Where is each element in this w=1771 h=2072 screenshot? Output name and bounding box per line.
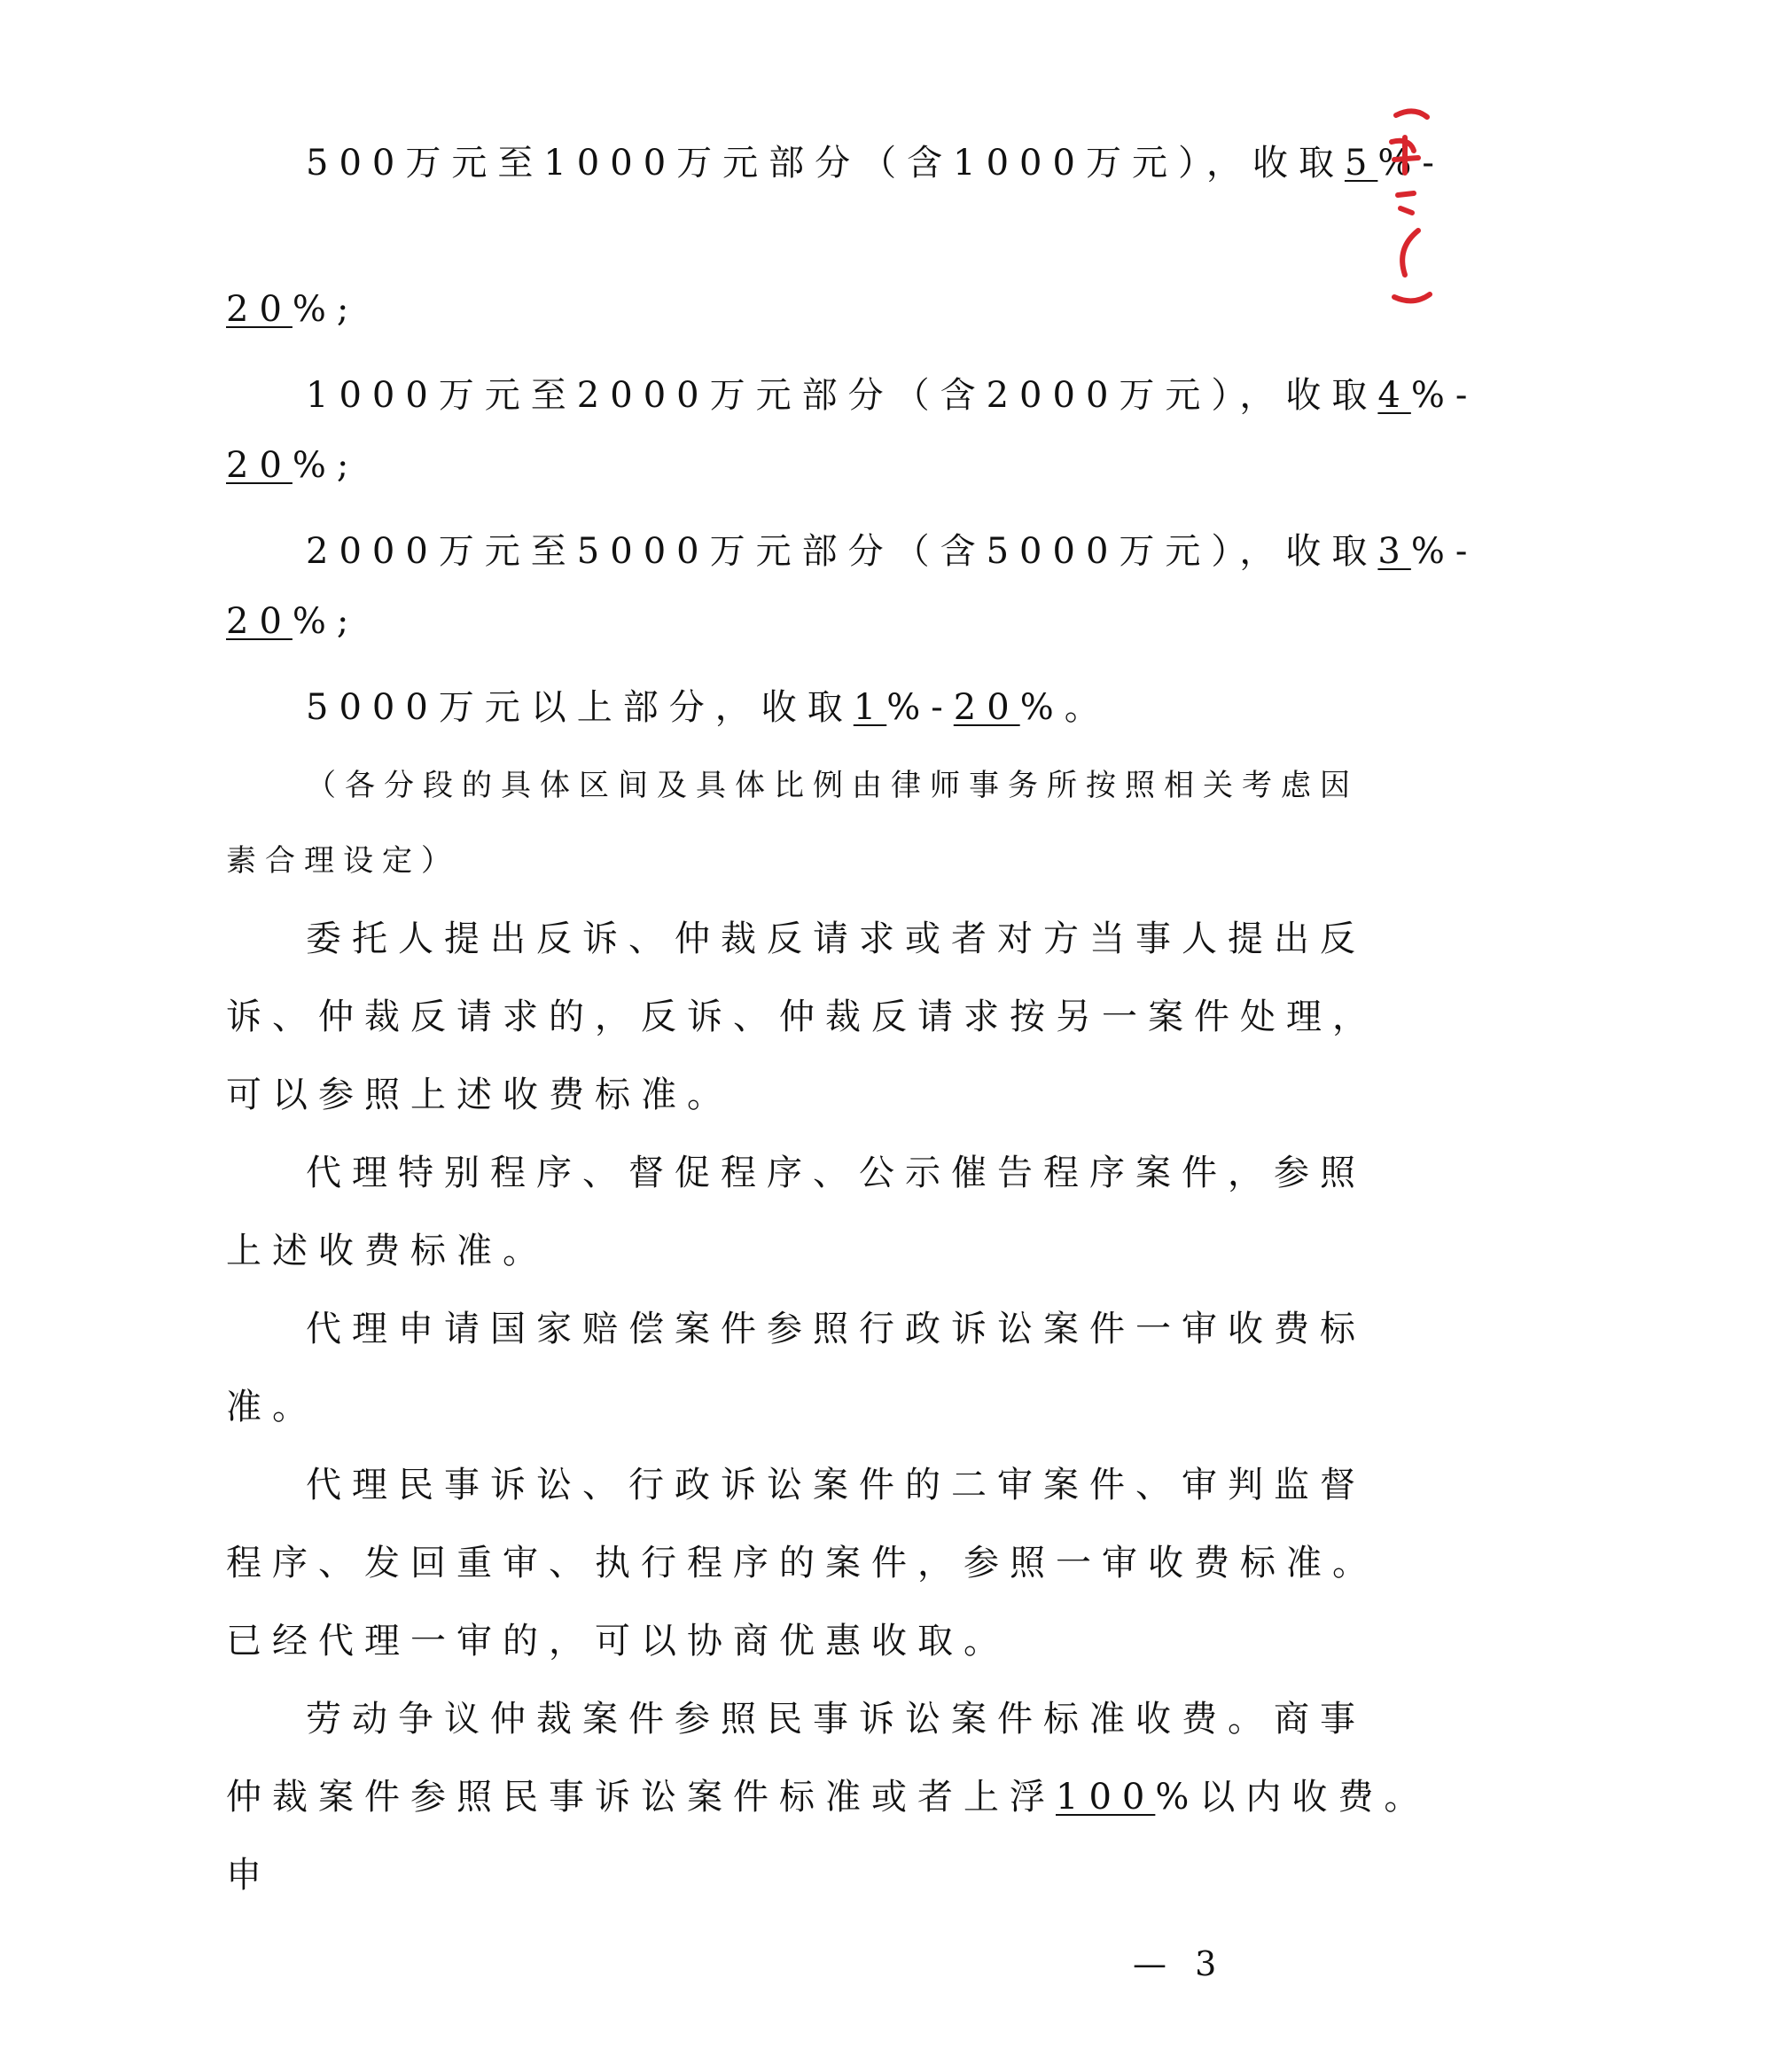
note-line: （各分段的具体区间及具体比例由律师事务所按照相关考虑因 [306, 768, 1359, 803]
text-segment: %以内收费。 [1155, 1777, 1431, 1818]
text-segment: 1000万元至2000万元部分（含2000万元），收取 [306, 375, 1378, 416]
text-line: 准。 [226, 1387, 318, 1427]
text-segment: %; [292, 445, 360, 486]
underlined-value: 20 [226, 289, 293, 330]
seal-stroke [1402, 231, 1418, 275]
text-line [0, 523, 1771, 574]
text-line: 代理民事诉讼、行政诉讼案件的二审案件、审判监督 [306, 1465, 1366, 1505]
text-line: 程序、发回重审、执行程序的案件，参照一审收费标准。 [226, 1543, 1378, 1583]
text-line [0, 1769, 1691, 1819]
text-segment: 500万元至1000万元部分（含1000万元），收取 [306, 143, 1345, 184]
underlined-value: 20 [953, 687, 1020, 728]
note-line: 素合理设定） [226, 843, 460, 879]
text-line [0, 445, 1691, 486]
seal-stroke [1398, 193, 1414, 213]
text-line: 诉、仲裁反请求的，反诉、仲裁反请求按另一案件处理， [226, 997, 1378, 1037]
text-line [0, 679, 1771, 730]
underlined-value: 4 [1377, 375, 1411, 416]
text-segment: 5000万元以上部分，收取 [306, 687, 854, 728]
text-line [0, 135, 1771, 185]
text-segment: 2000万元至5000万元部分（含5000万元），收取 [306, 531, 1378, 572]
underlined-value: 5 [1344, 143, 1378, 184]
text-line: 已经代理一审的，可以协商优惠收取。 [226, 1621, 1010, 1662]
seal-stroke [1392, 137, 1418, 173]
text-line: 申 [226, 1855, 272, 1896]
underlined-value: 20 [226, 601, 293, 642]
text-line [0, 601, 1691, 642]
underlined-value: 20 [226, 445, 293, 486]
underlined-value: 1 [853, 687, 887, 728]
text-line: 劳动争议仲裁案件参照民事诉讼案件标准收费。商事 [306, 1699, 1366, 1740]
text-line: 委托人提出反诉、仲裁反请求或者对方当事人提出反 [306, 919, 1366, 959]
text-segment: %; [292, 601, 360, 642]
seal-stroke [1396, 111, 1427, 117]
text-line [0, 367, 1771, 418]
text-line: 上述收费标准。 [226, 1231, 549, 1271]
text-segment: %; [292, 289, 360, 330]
page-number: — 3 [1133, 1944, 1226, 1983]
text-segment: %。 [1019, 687, 1111, 728]
underlined-value: 100 [1056, 1777, 1156, 1818]
text-segment: %- [1410, 531, 1478, 572]
text-segment: %- [1377, 143, 1445, 184]
text-line: 可以参照上述收费标准。 [226, 1075, 733, 1115]
underlined-value: 3 [1377, 531, 1411, 572]
seal-fragment-icon [1378, 98, 1440, 319]
text-segment: %- [1410, 375, 1478, 416]
text-line: 代理申请国家赔偿案件参照行政诉讼案件一审收费标 [306, 1309, 1366, 1349]
text-segment: %- [886, 687, 954, 728]
seal-stroke [1394, 294, 1430, 301]
text-segment: 仲裁案件参照民事诉讼案件标准或者上浮 [226, 1777, 1056, 1818]
text-line: 代理特别程序、督促程序、公示催告程序案件，参照 [306, 1153, 1366, 1193]
